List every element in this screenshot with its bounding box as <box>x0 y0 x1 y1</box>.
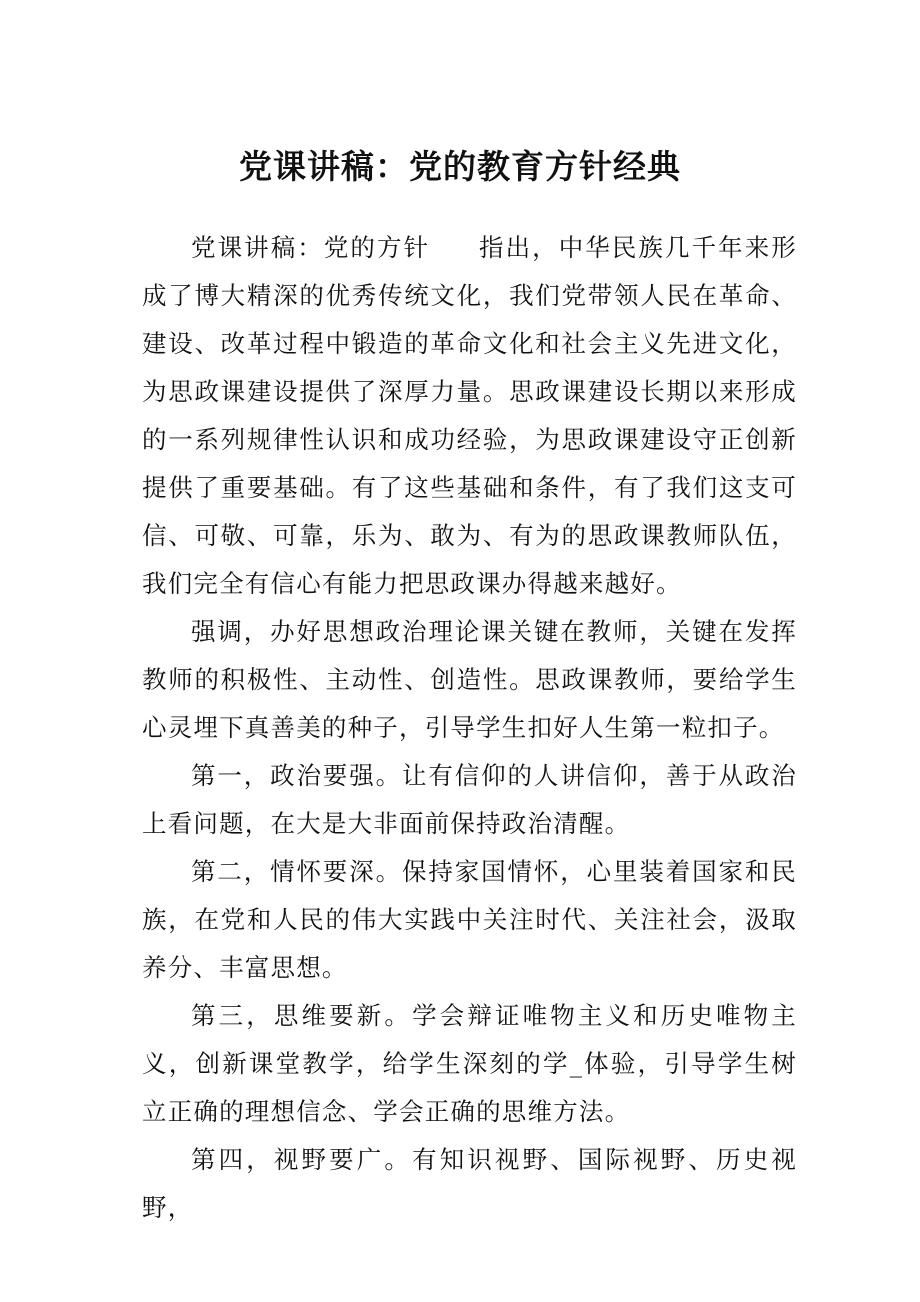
paragraph-1 <box>142 224 797 608</box>
paragraph-4: 第二，情怀要深。保持家国情怀，心里装着国家和民族，在党和人民的伟大实践中关注时代、关注社会，汲取养分、丰富思想。 <box>142 857 797 982</box>
paragraph-2: 强调，办好思想政治理论课关键在教师，关键在发挥教师的积极性、主动性、创造性。思政课教师，要给学生心灵埋下真善美的种子，引导学生扣好人生第一粒扣子。 <box>142 617 797 742</box>
document-title: 党课讲稿：党的教育方针经典 <box>239 147 681 186</box>
document-body <box>142 224 797 1232</box>
paragraph-3: 第一，政治要强。让有信仰的人讲信仰，善于从政治上看问题，在大是大非面前保持政治清醒。 <box>142 761 797 838</box>
paragraph-1-text: 指出，中华民族几千年来形成了博大精深的优秀传统文化，我们党带领人民在革命、建设、改革过程中锻造的革命文化和社会主义先进文化，为思政课建设提供了深厚力量。思政课建设长期以来形成的一系列规律性认识和成功经验，为思政课建设守正创新提供了重要基础。有了这些基础和条件，有了我们这支可信、可敬、可靠，乐为、敢为、有为的思政课教师队伍，我们完全有信心有能力把思政课办得越来越好。 <box>142 233 797 598</box>
paragraph-1-lead: 党课讲稿：党的方针 <box>191 233 431 262</box>
paragraph-6: 第四，视野要广。有知识视野、国际视野、历史视野， <box>142 1145 797 1222</box>
paragraph-5: 第三，思维要新。学会辩证唯物主义和历史唯物主义，创新课堂教学，给学生深刻的学_体验，引导学生树立正确的理想信念、学会正确的思维方法。 <box>142 1001 797 1126</box>
